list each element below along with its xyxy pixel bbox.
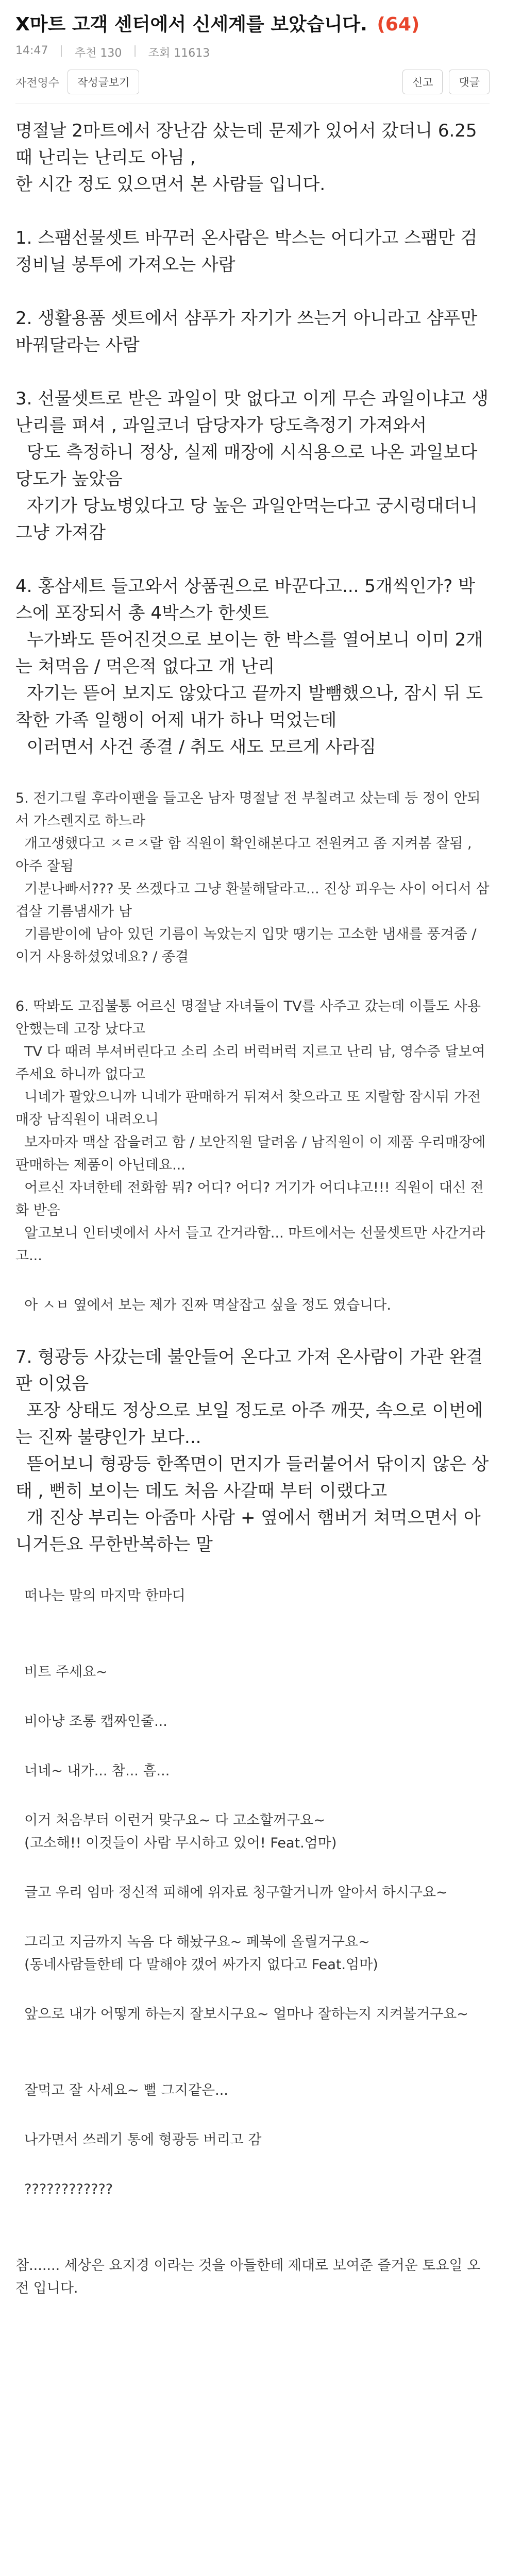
author-posts-button[interactable]: 작성글보기 [68, 70, 139, 94]
body-paragraph: 자기가 당뇨병있다고 당 높은 과일안먹는다고 궁시렁대더니 그냥 가져감 [15, 496, 483, 543]
body-paragraph: 비아냥 조롱 캡짜인줄... [15, 1714, 167, 1730]
body-paragraph: 3. 선물셋트로 받은 과일이 맛 없다고 이게 무슨 과일이냐고 생난리를 펴셔 , 과일코너 담당자가 당도측정기 가져와서 [15, 388, 489, 436]
body-paragraph: 7. 형광등 사갔는데 불안들어 온다고 가져 온사람이 가관 완결판 이었음 [15, 1347, 483, 1394]
body-paragraph: 한 시간 정도 있으면서 본 사람들 입니다. [15, 174, 326, 195]
post-recommend: 추천 130 [74, 47, 122, 60]
paragraph-gap [15, 1904, 490, 1931]
body-paragraph: 기분나빠서??? 못 쓰겠다고 그냥 환불해달라고... 진상 피우는 사이 어디서 삼겹살 기름냄새가 남 [15, 881, 490, 920]
meta-separator: | [133, 44, 137, 57]
body-paragraph: TV 다 때려 부셔버린다고 소리 소리 버럭버럭 지르고 난리 남, 영수증 달보여 주세요 하니까 없다고 [15, 1044, 490, 1082]
paragraph-gap [15, 359, 490, 385]
body-paragraph: (동네사람들한테 다 말해야 갰어 싸가지 없다고 Feat.엄마) [15, 1957, 378, 1973]
body-paragraph: 앞으로 내가 어떻게 하는지 잘보시구요~ 얼마나 잘하는지 지켜볼거구요~ [15, 2006, 468, 2022]
paragraph-gap [15, 760, 490, 787]
body-paragraph: 떠나는 말의 마지막 한마디 [15, 1588, 186, 1604]
body-paragraph: 명절날 2마트에서 장난감 샀는데 문제가 있어서 갔더니 6.25때 난리는 난리도 아님 , [15, 121, 477, 168]
comment-button[interactable]: 댓글 [449, 70, 490, 94]
body-paragraph: 당도 측정하니 정상, 실제 매장에 시식용으로 나온 과일보다 당도가 높았음 [15, 442, 483, 489]
body-paragraph: 너네~ 내가... 참... 흠... [15, 1763, 170, 1779]
post-header [0, 0, 505, 104]
post-body [0, 104, 505, 2300]
post-views: 조회 11613 [148, 47, 210, 60]
body-paragraph: 참....... 세상은 요지경 이라는 것을 아들한테 제대로 보여준 즐거운 토요일 오전 입니다. [15, 2258, 481, 2296]
paragraph-gap [15, 2228, 490, 2255]
report-button[interactable]: 신고 [402, 70, 443, 94]
body-paragraph: 글고 우리 엄마 정신적 피해에 위자료 청구할거니까 알아서 하시구요~ [15, 1885, 448, 1901]
body-paragraph: 뜯어보니 형광등 한쪽면이 먼지가 들러붙어서 닦이지 않은 상태 , 뻔히 보이는 데도 처음 사갈때 부터 이랬다고 [15, 1454, 489, 1501]
post-time: 14:47 [15, 44, 48, 57]
body-paragraph: 누가봐도 뜯어진것으로 보이는 한 박스를 열어보니 이미 2개는 쳐먹음 / 먹은적 없다고 개 난리 [15, 630, 483, 677]
body-paragraph: 6. 딱봐도 고집불통 어르신 명절날 자녀들이 TV를 사주고 갔는데 이틀도 사용안했는데 고장 났다고 [15, 998, 481, 1037]
body-paragraph: 어르신 자녀한테 전화함 뭐? 어디? 어디? 거기가 어디냐고!!! 직원이 대신 전화 받음 [15, 1180, 484, 1218]
paragraph-gap [15, 1855, 490, 1882]
body-paragraph: 이러면서 사건 종결 / 취도 새도 모르게 사라짐 [15, 737, 376, 757]
body-paragraph: 1. 스팸선물셋트 바꾸러 온사람은 박스는 어디가고 스팸만 검정비닐 봉투에 가져오는 사람 [15, 228, 478, 275]
paragraph-gap [15, 1684, 490, 1710]
body-paragraph: 비트 주세요~ [15, 1664, 108, 1680]
comment-count[interactable]: (64) [377, 14, 420, 35]
paragraph-gap [15, 1733, 490, 1760]
paragraph-gap [15, 2151, 490, 2178]
paragraph-gap [15, 1267, 490, 1294]
body-paragraph: 보자마자 맥살 잡을려고 함 / 보안직원 달려옴 / 남직원이 이 제품 우리매장에 판매하는 제품이 아닌데요... [15, 1134, 490, 1173]
action-tools [402, 70, 490, 94]
paragraph-gap [15, 1317, 490, 1344]
body-paragraph: 이거 처음부터 이런거 맞구요~ 다 고소할꺼구요~ [15, 1812, 325, 1828]
body-paragraph: (고소해!! 이것들이 사람 무시하고 있어! Feat.엄마) [15, 1835, 337, 1851]
body-paragraph: 2. 생활용품 셋트에서 샴푸가 자기가 쓰는거 아니라고 샴푸만 바꿔달라는 사람 [15, 308, 483, 355]
paragraph-gap [15, 1976, 490, 2003]
paragraph-gap [15, 278, 490, 305]
body-paragraph: 4. 홍삼세트 들고와서 상품권으로 바꾼다고... 5개씩인가? 박스에 포장되서 총 4박스가 한셋트 [15, 576, 475, 623]
paragraph-gap [15, 2026, 490, 2053]
author-tools [15, 70, 139, 94]
paragraph-gap [15, 2053, 490, 2079]
post-title [15, 12, 490, 37]
body-paragraph: 개 진상 부리는 아줌마 사람 + 옆에서 햄버거 쳐먹으면서 아니거든요 무한반복하는 말 [15, 1507, 481, 1555]
post-title-text: X마트 고객 센터에서 신세계를 보았습니다. [15, 14, 367, 35]
paragraph-gap [15, 1607, 490, 1634]
paragraph-gap [15, 1783, 490, 1809]
paragraph-gap [15, 969, 490, 995]
body-paragraph: 나가면서 쓰레기 통에 형광등 버리고 감 [15, 2132, 262, 2148]
body-paragraph: 잘먹고 잘 사세요~ 뻘 그지같은... [15, 2082, 228, 2098]
paragraph-gap [15, 2102, 490, 2129]
body-paragraph: 기름받이에 남아 있던 기름이 녹았는지 입맛 땡기는 고소한 냄새를 풍겨줌 / 이거 사용하셨었네요? / 종결 [15, 926, 481, 965]
author-name[interactable]: 자전영수 [15, 76, 60, 90]
paragraph-gap [15, 1558, 490, 1585]
meta-separator: | [59, 44, 63, 57]
paragraph-gap [15, 1634, 490, 1661]
body-paragraph: 아 ㅅㅂ 옆에서 보는 제가 진짜 멱살잡고 싶을 정도 였습니다. [15, 1297, 391, 1313]
body-paragraph: 5. 전기그릴 후라이팬을 들고온 남자 명절날 전 부칠려고 샀는데 등 정이 안되서 가스렌지로 하느라 [15, 790, 481, 829]
paragraph-gap [15, 198, 490, 225]
body-paragraph: ???????????? [15, 2181, 113, 2197]
body-paragraph: 자기는 뜯어 보지도 않았다고 끝까지 발뺌했으나, 잠시 뒤 도착한 가족 일행이 어제 내가 하나 먹었는데 [15, 683, 483, 731]
body-paragraph: 그리고 지금까지 녹음 다 해놨구요~ 페북에 올릴거구요~ [15, 1934, 370, 1950]
paragraph-gap [15, 546, 490, 573]
post-toolbar [15, 70, 490, 94]
body-paragraph: 개고생했다고 ㅈㄹㅈ랄 함 직원이 확인해본다고 전원켜고 좀 지켜봄 잘됨 , 아주 잘됨 [15, 836, 477, 874]
body-paragraph: 니네가 팔았으니까 니네가 판매하거 뒤져서 찾으라고 또 지랄함 잠시뒤 가전매장 남직원이 내려오니 [15, 1089, 481, 1128]
paragraph-gap [15, 2201, 490, 2228]
post-meta [15, 44, 490, 60]
body-paragraph: 포장 상태도 정상으로 보일 정도로 아주 깨끗, 속으로 이번에는 진짜 불량인가 보다... [15, 1400, 483, 1448]
body-paragraph: 알고보니 인터넷에서 사서 들고 간거라함... 마트에서는 선물셋트만 사간거라고... [15, 1225, 485, 1264]
